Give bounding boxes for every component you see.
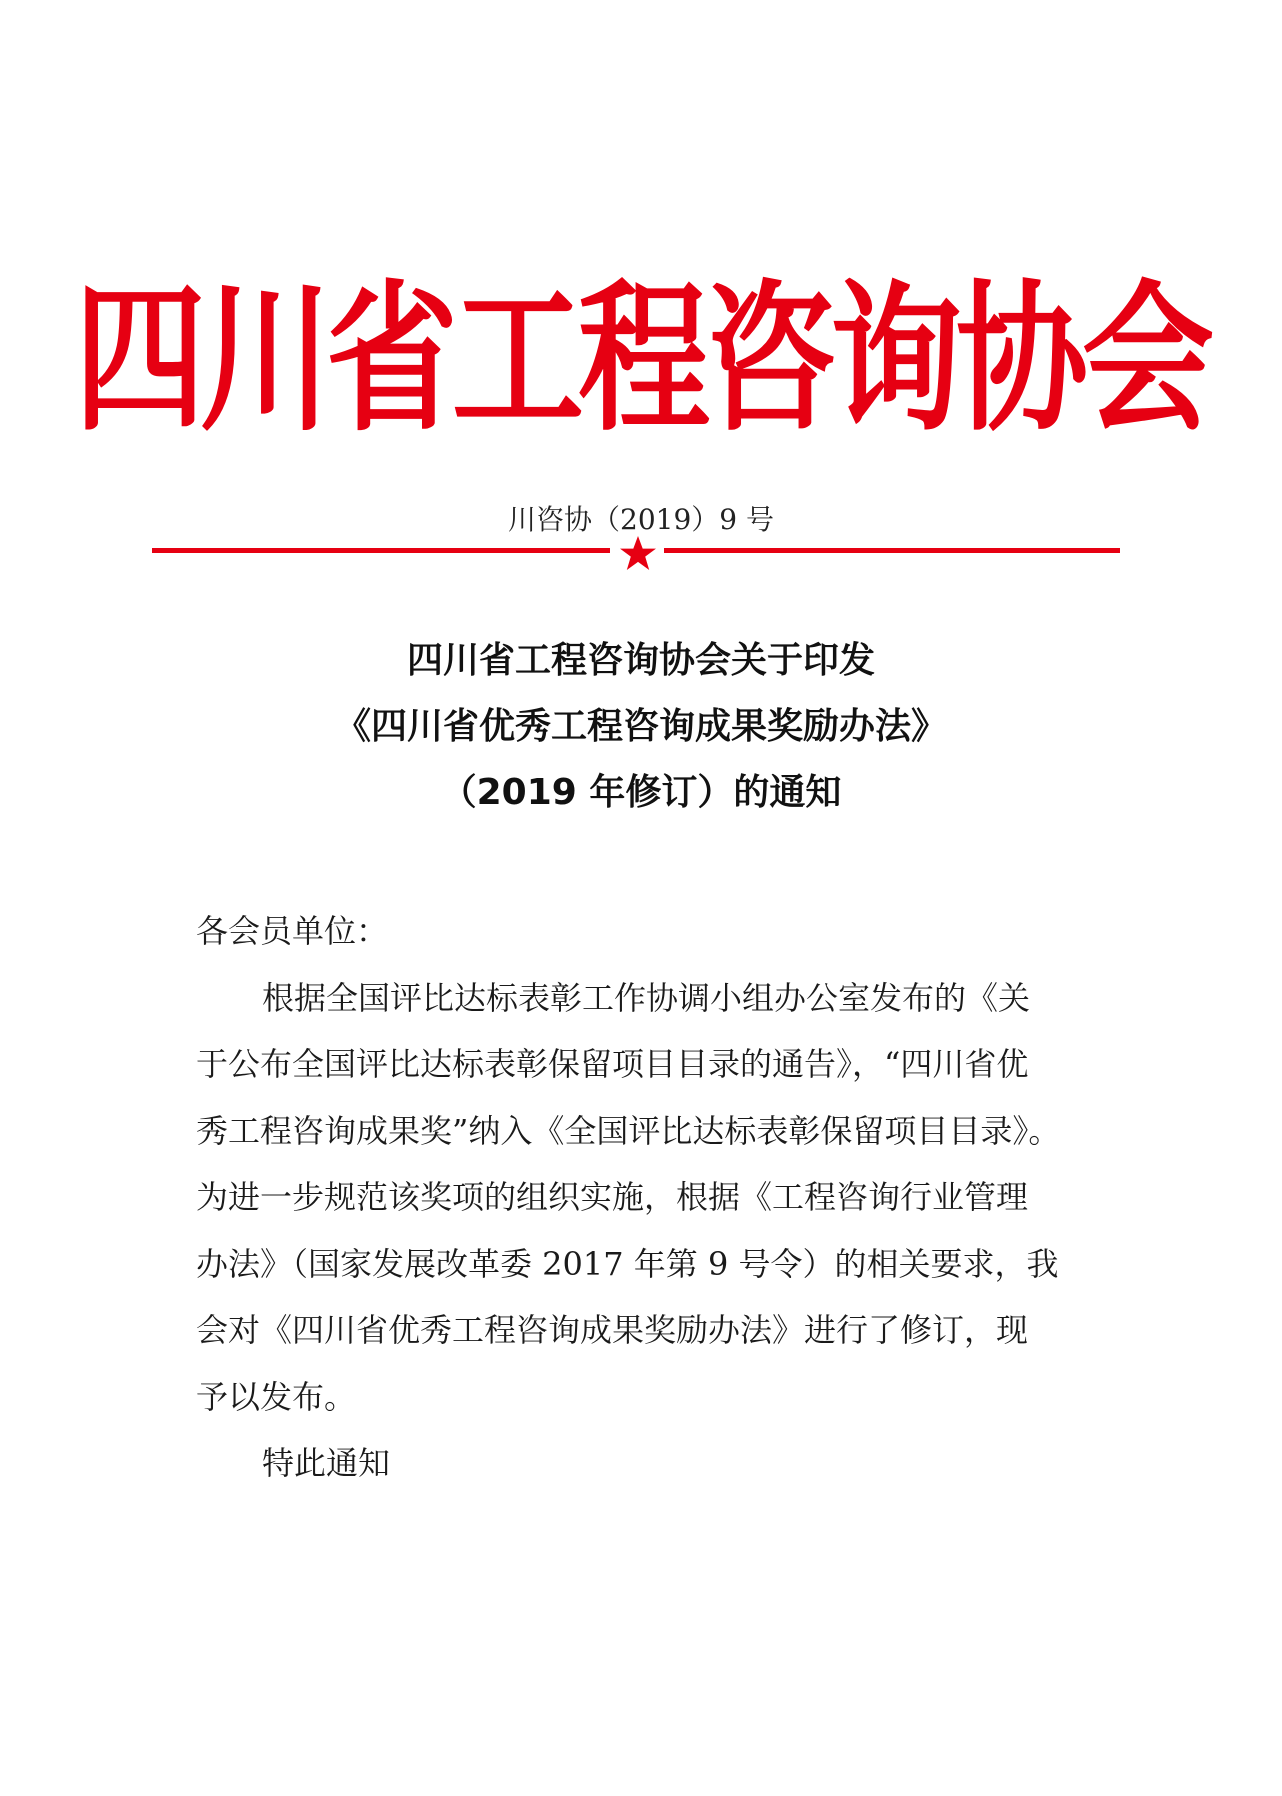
- letterhead-divider-right: [664, 548, 1120, 553]
- notice-body: [196, 898, 1096, 1497]
- paragraph-line: 根据全国评比达标表彰工作协调小组办公室发布的《关: [262, 978, 1031, 1017]
- paragraph-line: 会对《四川省优秀工程咨询成果奖励办法》进行了修订，现: [196, 1311, 1029, 1349]
- paragraph-line: 于公布全国评比达标表彰保留项目目录的通告》，“四川省优: [196, 1045, 1029, 1083]
- notice-title-line: 《四川省优秀工程咨询成果奖励办法》: [334, 706, 947, 747]
- paragraph-line: 为进一步规范该奖项的组织实施，根据《工程咨询行业管理: [196, 1178, 1029, 1216]
- notice-title-line: （2019 年修订）的通知: [440, 772, 842, 813]
- notice-title: [0, 628, 1282, 826]
- paragraph-line: 办法》（国家发展改革委 2017 年第 9 号令）的相关要求，我: [196, 1244, 1059, 1283]
- document-number: 川咨协（2019）9 号: [508, 503, 774, 536]
- notice-title-line: 四川省工程咨询协会关于印发: [406, 640, 875, 681]
- salutation: 各会员单位：: [196, 912, 389, 950]
- paragraph-line: 秀工程咨询成果奖”纳入《全国评比达标表彰保留项目目录》。: [196, 1111, 1061, 1150]
- star-icon: [618, 534, 658, 574]
- paragraph-line: 予以发布。: [196, 1377, 357, 1416]
- letterhead-divider-left: [152, 548, 610, 553]
- organization-letterhead: 四川省工程咨询协会: [74, 264, 1208, 454]
- closing-remark: 特此通知: [262, 1444, 391, 1482]
